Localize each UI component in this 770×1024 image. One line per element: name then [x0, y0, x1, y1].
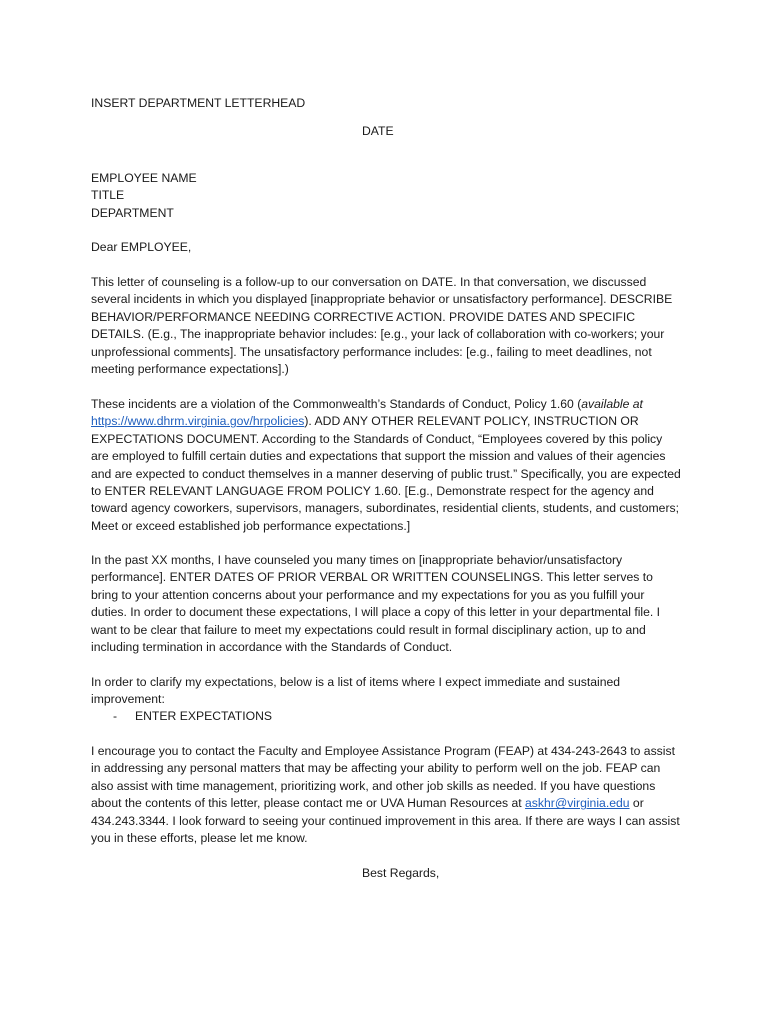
letter-date: DATE: [362, 124, 394, 138]
salutation: Dear EMPLOYEE,: [91, 240, 192, 254]
policy-text-end: ). ADD ANY OTHER RELEVANT POLICY, INSTRUCTION OR EXPECTATIONS DOCUMENT. According to the Standards of Conduct, “Employees covered by this policy are employed to fulfill certain duties and expectations that support the mission and values of their agencies and are expected to conduct themselves in a manner deserving of public trust.” Specifically, you are expected to ENTER RELEVANT LANGUAGE FROM POLICY 1.60. [E.g., Demonstrate respect for the agency and toward agency coworkers, supervisors, managers, subordinates, residential clients, students, and customers; Meet or exceed established job performance expectations.]: [91, 414, 681, 533]
paragraph-expectations-intro: In order to clarify my expectations, below is a list of items where I expect immediate and sustained improvement:: [91, 675, 621, 707]
paragraph-feap: [91, 743, 683, 847]
expectation-text: ENTER EXPECTATIONS: [135, 709, 273, 723]
recipient-block: [91, 170, 683, 222]
expectation-list-item: [113, 708, 272, 725]
closing: Best Regards,: [362, 866, 440, 880]
available-at-italic: available at: [581, 397, 643, 411]
hrpolicies-link[interactable]: https://www.dhrm.virginia.gov/hrpolicies: [91, 414, 305, 429]
paragraph-policy-violation: [91, 396, 683, 535]
recipient-title: TITLE: [91, 188, 125, 203]
feap-text-end: or 434.243.3344. I look forward to seeing your continued improvement in this area. If there are ways I can assist you in these efforts, please let me know.: [91, 796, 680, 846]
paragraph-follow-up: This letter of counseling is a follow-up to our conversation on DATE. In that conversation, we discussed several incidents in which you displayed [inappropriate behavior or unsatisfactory performance]. DESCRIBE BEHAVIOR/PERFORMANCE NEEDING CORRECTIVE ACTION. PROVIDE DATES AND SPECIFIC DETAILS. (E.g., The inappropriate behavior includes: [e.g., your lack of collaboration with co-workers; your unprofessional comments]. The unsatisfactory performance includes: [e.g., failing to meet deadlines, not meeting performance expectations].): [91, 275, 673, 377]
paragraph-prior-counseling: In the past XX months, I have counseled you many times on [inappropriate behavior/unsatisfactory performance]. ENTER DATES OF PRIOR VERBAL OR WRITTEN COUNSELINGS. This letter serves to bring to your attention concerns about your performance and my expectations for you as you fulfill your duties. In order to document these expectations, I will place a copy of this letter in your departmental file. I want to be clear that failure to meet my expectations could result in formal disciplinary action, up to and including termination in accordance with the Standards of Conduct.: [91, 553, 661, 655]
bullet-dash: -: [113, 709, 118, 723]
askhr-email-link[interactable]: askhr@virginia.edu: [525, 796, 630, 811]
feap-text-start: I encourage you to contact the Faculty and Employee Assistance Program (FEAP) at 434-243-2643 to assist in addressing any personal matters that may be affecting your ability to perform well on the job. FEAP can also assist with time management, prioritizing work, and other job skills as needed. If you have questions about the contents of this letter, please contact me or UVA Human Resources at: [91, 744, 675, 811]
policy-text-start: These incidents are a violation of the Commonwealth’s Standards of Conduct, Policy 1.60 (: [91, 397, 582, 411]
recipient-name: EMPLOYEE NAME: [91, 171, 197, 185]
letterhead-placeholder: INSERT DEPARTMENT LETTERHEAD: [91, 96, 306, 110]
recipient-department: DEPARTMENT: [91, 205, 174, 220]
